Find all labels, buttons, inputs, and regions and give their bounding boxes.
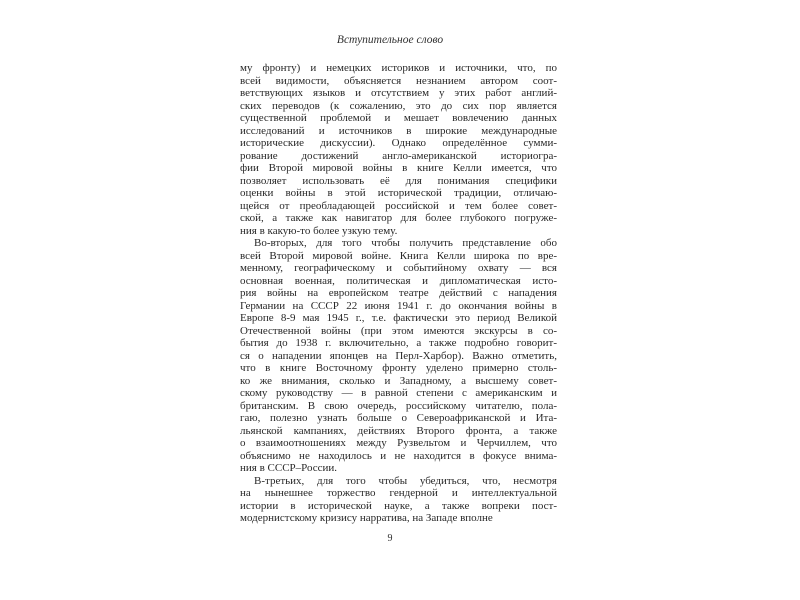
text-line: бытия до 1938 г. включительно, а также подробно говорит-	[240, 337, 557, 349]
text-line: ко же внимания, сколько и Западному, а высшему совет-	[240, 374, 557, 387]
text-line: ских переводов (к сожалению, это до сих пор является	[240, 99, 557, 112]
text-line: скому руководству — в равной степени с американским и	[240, 387, 557, 399]
text-line: Европе 8-9 мая 1945 г., т.е. фактически это период Великой	[240, 312, 557, 324]
text-line: всей видимости, объясняется незнанием автором соот-	[240, 74, 557, 87]
text-line: исследований и источников в широкие международные	[240, 124, 557, 137]
text-line: ветствующих языков и отсутствием у этих работ англий-	[240, 87, 557, 99]
text-line: британским. В свою очередь, российскому читателю, пола-	[240, 399, 557, 412]
text-line: основная военная, политическая и дипломатическая исто-	[240, 274, 557, 287]
text-line: оценки войны в этой исторической традиции, отличаю-	[240, 187, 557, 199]
running-head: Вступительное слово	[336, 34, 444, 46]
text-line: щейся от преобладающей российской и тем более совет-	[240, 199, 557, 212]
text-line: Германии на СССР 22 июня 1941 г. до окончания войны в	[240, 299, 557, 312]
text-line: ния в СССР–России.	[240, 462, 338, 474]
text-line: му фронту) и немецких историков и источники, что, по	[240, 62, 557, 74]
text-line: всей Второй мировой войне. Книга Келли широка по вре-	[240, 249, 557, 262]
page-number: 9	[387, 533, 393, 544]
text-line: исторические дискуссии). Однако определённое сумми-	[240, 137, 557, 149]
text-line: В-третьих, для того чтобы убедиться, что, несмотря	[254, 474, 557, 487]
text-line: модернистскому кризису нарратива, на Западе вполне	[240, 512, 493, 524]
text-line: на нынешнее торжество гендерной и интеллектуальной	[240, 487, 557, 499]
text-line: позволяет использовать её для понимания специфики	[240, 174, 557, 187]
text-line: Отечественной войны (при этом имеются экскурсы в со-	[240, 324, 557, 337]
text-line: Во-вторых, для того чтобы получить представление обо	[254, 237, 557, 249]
text-line: истории в исторической науке, а также вопреки пост-	[240, 499, 557, 512]
text-line: существенной проблемой и мешает вовлечению данных	[240, 112, 557, 124]
text-line: ской, а также как навигатор для более глубокого погруже-	[240, 212, 557, 224]
text-line: объяснимо не находилось и не находится в фокусе внима-	[240, 449, 557, 462]
text-line: что в книге Восточному фронту уделено примерно столь-	[240, 362, 557, 374]
text-block	[240, 62, 557, 525]
text-line: рование достижений англо-американской историогра-	[240, 149, 557, 162]
text-line: рия войны на европейском театре действий с нападения	[240, 287, 557, 299]
text-line: ния в какую-то более узкую тему.	[240, 224, 398, 237]
text-line: о взаимоотношениях между Рузвельтом и Черчиллем, что	[240, 437, 557, 449]
text-line: менному, географическому и событийному охвату — вся	[240, 262, 557, 274]
text-line: гаю, полезно узнать больше о Североафриканской и Ита-	[240, 412, 557, 424]
text-line: ся о нападении японцев на Перл-Харбор). Важно отметить,	[240, 349, 557, 362]
text-line: льянской кампаниях, действиях Второго фронта, а также	[240, 424, 557, 437]
text-line: фии Второй мировой войны в книге Келли имеется, что	[240, 162, 557, 174]
